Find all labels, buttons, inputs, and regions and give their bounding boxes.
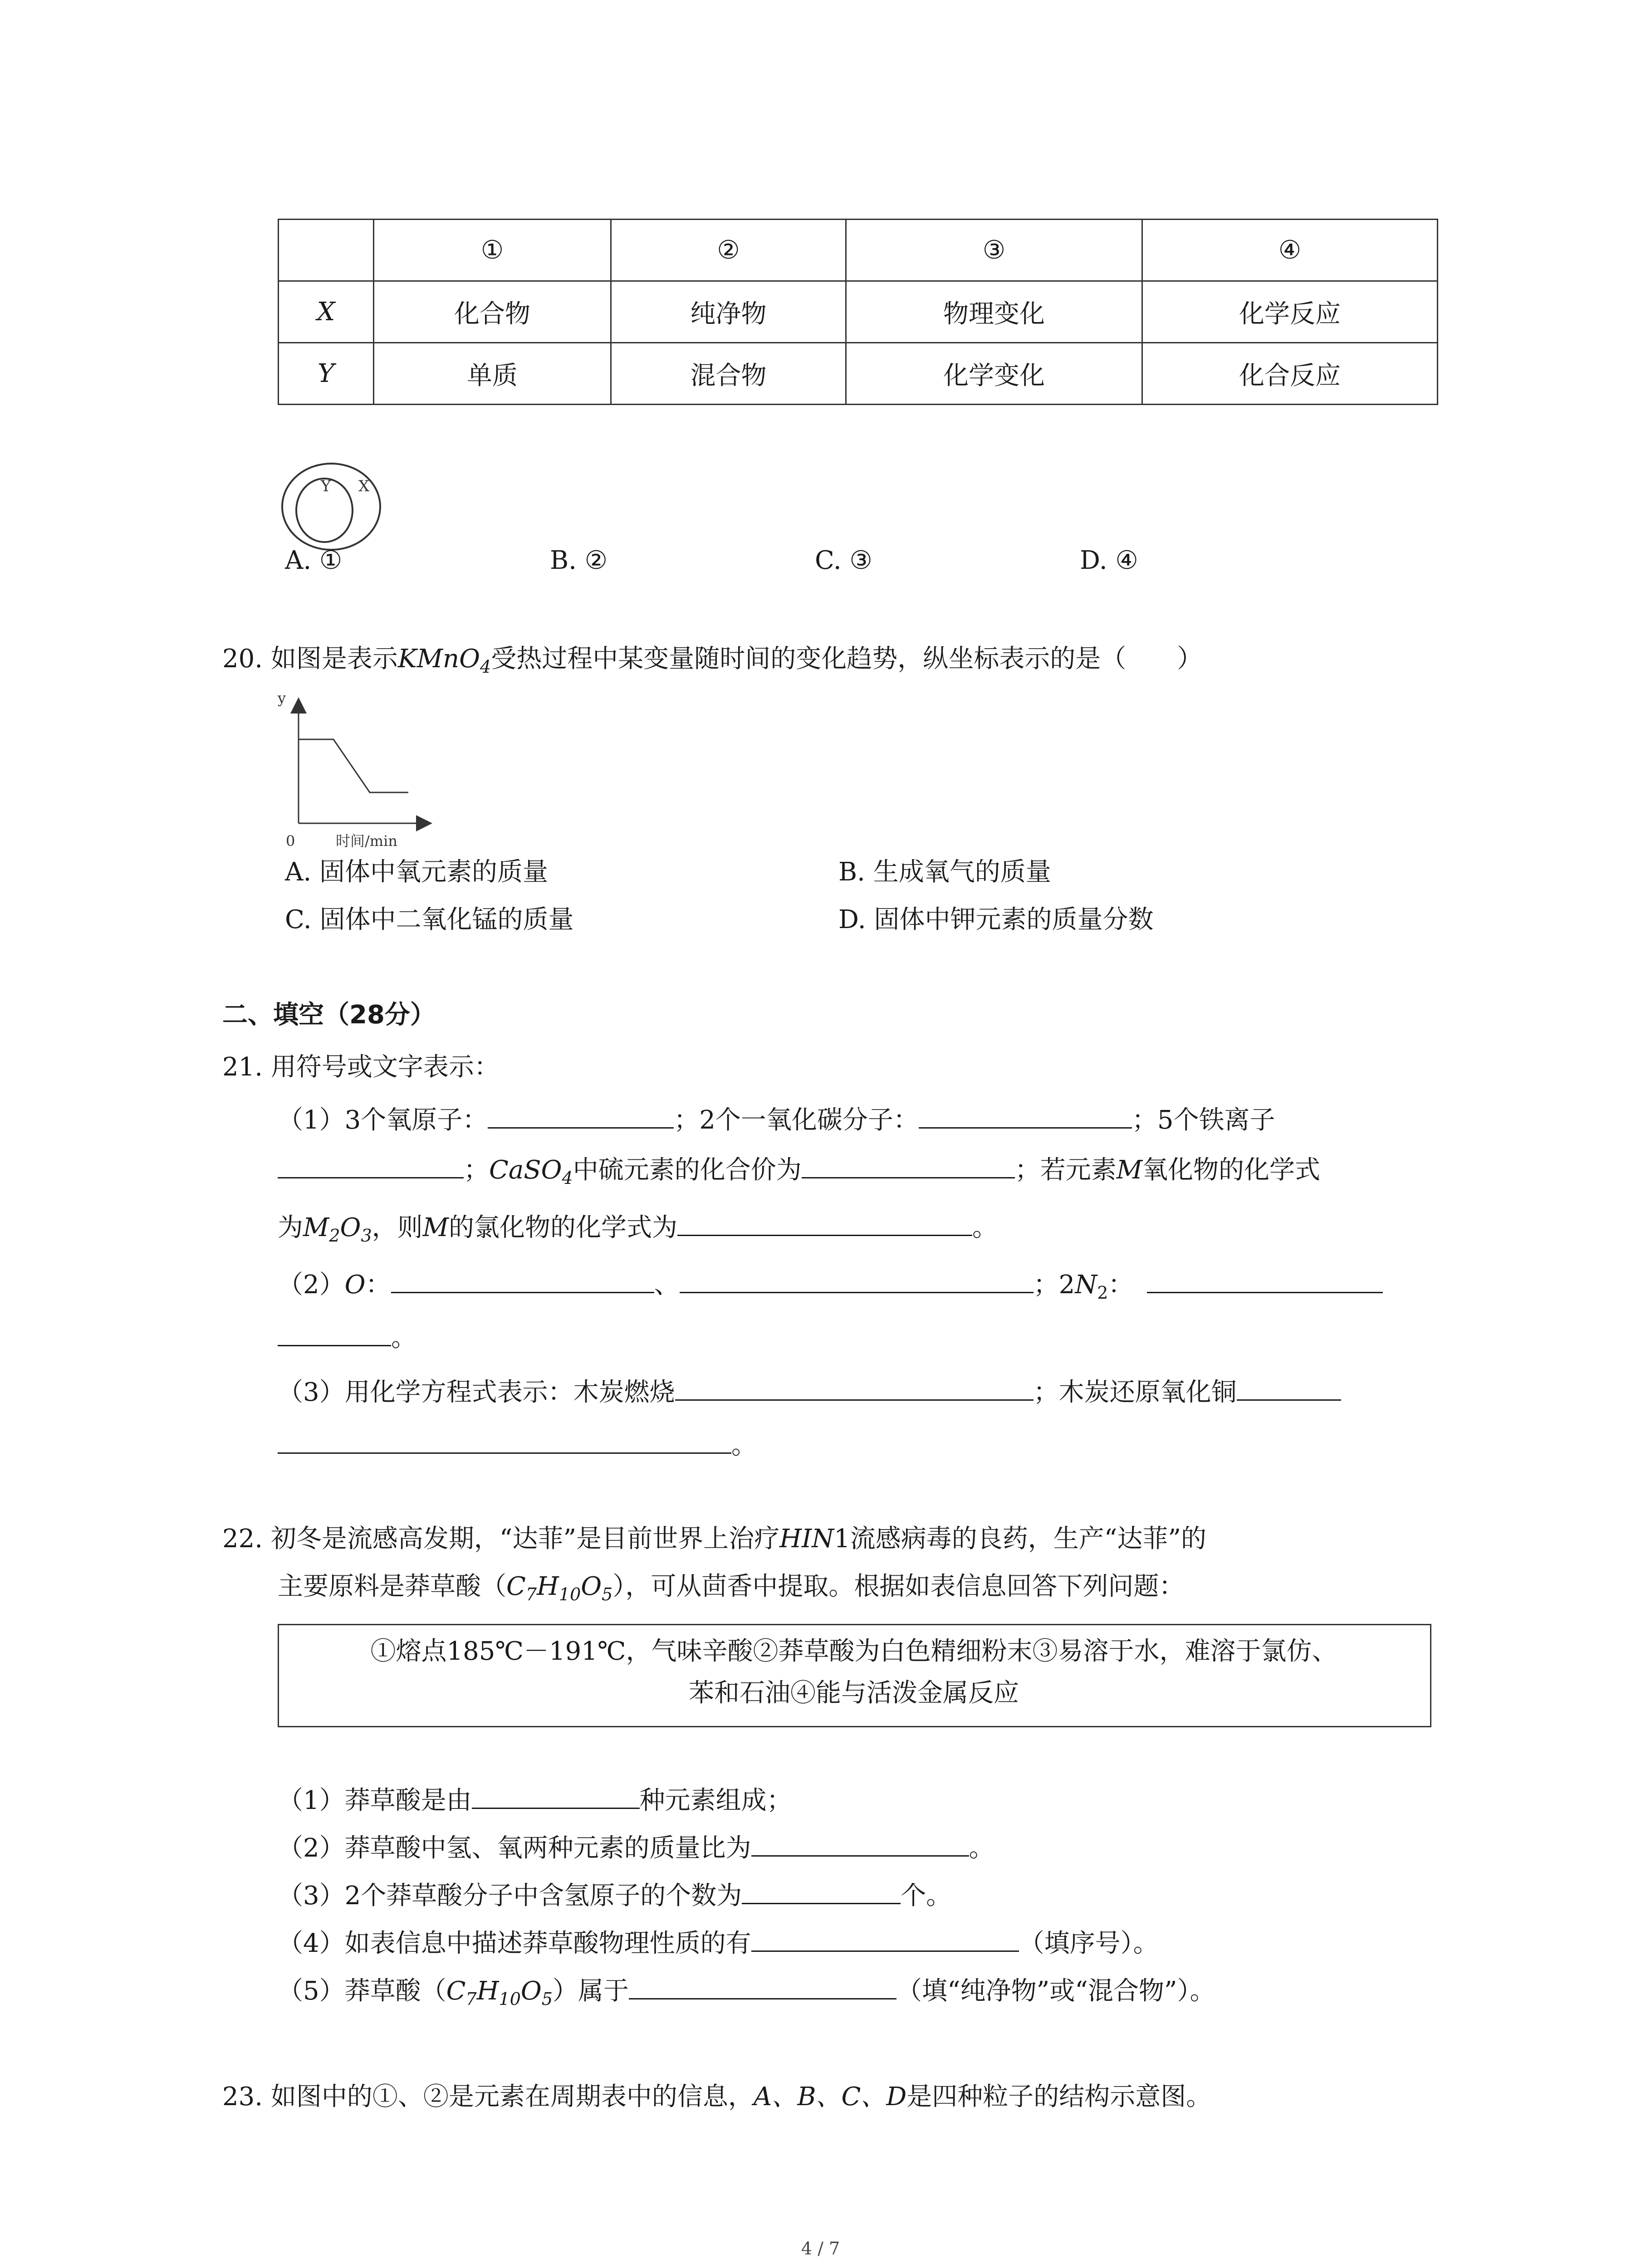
q21-text: ：: [365, 1270, 391, 1300]
q21-text: ；2: [1033, 1270, 1075, 1300]
formula: A、B、C、D: [753, 2082, 907, 2112]
q21-text: ；5个铁离子: [1132, 1105, 1275, 1135]
graph-x-label: 时间/min: [336, 832, 397, 850]
formula-sub: 10: [558, 1584, 581, 1604]
q21-line1: [278, 1105, 1275, 1133]
q21-text: （1）3个氧原子：: [278, 1105, 488, 1135]
q22-text: 种元素组成；: [639, 1786, 792, 1815]
q22-sub5: [278, 1975, 1215, 2008]
q22-text: 1流感病毒的良药，生产“达菲”的: [834, 1524, 1206, 1554]
formula: O: [581, 1572, 602, 1601]
answer-blank[interactable]: [742, 1880, 901, 1904]
table-row: [279, 220, 1438, 281]
q21-line7: [278, 1430, 757, 1458]
formula: M: [1116, 1155, 1143, 1185]
q22-sub1: [278, 1785, 792, 1813]
q22-text: 个。: [901, 1881, 952, 1911]
answer-blank[interactable]: [472, 1785, 640, 1809]
q21-text: 、: [654, 1270, 680, 1300]
q21-number: 21.: [222, 1052, 263, 1082]
q22-text: 主要原料是莽草酸（: [278, 1572, 506, 1601]
formula-sub: 3: [361, 1226, 372, 1246]
answer-blank[interactable]: [680, 1269, 1034, 1293]
q21-text: ；木炭还原氧化铜: [1033, 1378, 1237, 1407]
answer-blank[interactable]: [278, 1322, 391, 1346]
formula: M: [303, 1213, 329, 1242]
q22-sub2: [278, 1833, 994, 1861]
table-cell: 化合反应: [1142, 343, 1438, 405]
q22-sub4: [278, 1928, 1159, 1956]
formula-sub: 10: [499, 1989, 521, 2009]
answer-blank[interactable]: [1237, 1377, 1341, 1401]
q21-text: 氧化物的化学式: [1142, 1155, 1321, 1185]
venn-diagram: [279, 460, 388, 551]
q20-option-b: B. 生成氧气的质量: [838, 857, 1051, 887]
q20-number: 20.: [222, 644, 263, 674]
table-cell: X: [279, 281, 374, 343]
q20-formula: KMnO: [397, 644, 480, 674]
table-row: [279, 343, 1438, 405]
table-cell: 单质: [374, 343, 611, 405]
formula: C: [446, 1976, 466, 2006]
table-cell: [279, 220, 374, 281]
q19-option-d: D. ④: [1080, 546, 1138, 575]
q22-line1: [222, 1526, 1206, 1552]
table-cell: Y: [279, 343, 374, 405]
answer-blank[interactable]: [919, 1105, 1132, 1129]
q21-text: ；2个一氧化碳分子：: [674, 1105, 919, 1135]
answer-blank[interactable]: [391, 1269, 654, 1293]
formula-sub: 2: [1097, 1283, 1108, 1303]
formula: O: [520, 1976, 542, 2006]
info-box-line1: ①熔点185℃－191℃，气味辛酸②莽草酸为白色精细粉末③易溶于水，难溶于氯仿、: [370, 1637, 1337, 1666]
answer-blank[interactable]: [278, 1430, 731, 1454]
table-cell: 混合物: [611, 343, 846, 405]
q21-line3: [278, 1212, 998, 1244]
table-cell: ②: [611, 220, 846, 281]
q22-text: （3）2个莽草酸分子中含氢原子的个数为: [278, 1881, 742, 1911]
q21-line2: [278, 1154, 1320, 1187]
q22-text: （2）莽草酸中氢、氧两种元素的质量比为: [278, 1833, 751, 1863]
q22-text: （5）莽草酸（: [278, 1976, 446, 2006]
q23-stem: [222, 2084, 1211, 2110]
q22-text: （填“纯净物”或“混合物”）。: [896, 1976, 1215, 2006]
answer-blank[interactable]: [751, 1928, 1019, 1952]
classification-table: [278, 219, 1438, 405]
answer-blank[interactable]: [278, 1154, 464, 1178]
q20-graph: [272, 687, 445, 850]
answer-blank[interactable]: [751, 1833, 969, 1857]
formula: N: [1075, 1270, 1097, 1300]
q22-text: （填序号）。: [1019, 1929, 1159, 1958]
answer-blank[interactable]: [629, 1975, 896, 1999]
formula-sub: 2: [329, 1226, 340, 1246]
q21-stem: [222, 1052, 500, 1082]
q19-option-a: A. ①: [285, 546, 343, 575]
q20-post: 受热过程中某变量随时间的变化趋势，纵坐标表示的是（ ）: [491, 644, 1203, 674]
table-cell: ①: [374, 220, 611, 281]
formula: O: [344, 1270, 366, 1300]
formula-sub: 7: [525, 1584, 537, 1604]
q21-text: ：: [1108, 1270, 1134, 1300]
formula: O: [340, 1213, 361, 1242]
q22-text: ），可从茴香中提取。根据如表信息回答下列问题：: [612, 1572, 1185, 1601]
q23-text: 是四种粒子的结构示意图。: [906, 2082, 1212, 2112]
q21-line5: [278, 1322, 416, 1351]
q20-formula-sub: 4: [480, 657, 491, 677]
q22-text: ）属于: [553, 1976, 629, 2006]
venn-label-y: Y: [321, 477, 331, 495]
table-row: [279, 281, 1438, 343]
q20-option-c: C. 固体中二氧化锰的质量: [285, 905, 574, 934]
q21-line6: [278, 1377, 1341, 1405]
table-cell: 化学反应: [1142, 281, 1438, 343]
formula-sub: 4: [562, 1168, 573, 1188]
q21-text: 中硫元素的化合价为: [573, 1155, 802, 1185]
q20-pre: 如图是表示: [270, 644, 398, 674]
table-cell: 物理变化: [846, 281, 1142, 343]
answer-blank[interactable]: [488, 1105, 674, 1129]
q21-text: ；若元素: [1014, 1155, 1117, 1185]
q19-option-b: B. ②: [550, 546, 607, 575]
formula: H: [537, 1572, 559, 1601]
q21-text: （3）用化学方程式表示：木炭燃烧: [278, 1378, 675, 1407]
q21-text: （2）: [278, 1270, 345, 1300]
graph-y-label: y: [278, 689, 286, 707]
q22-text: 。: [969, 1833, 994, 1863]
q22-line2: [278, 1574, 1184, 1603]
q22-sub3: [278, 1880, 951, 1909]
q20-option-a: A. 固体中氧元素的质量: [285, 857, 549, 887]
q20-option-d: D. 固体中钾元素的质量分数: [838, 905, 1154, 934]
table-cell: ③: [846, 220, 1142, 281]
section-heading: 二、填空（28分）: [222, 1000, 436, 1030]
formula: M: [422, 1213, 449, 1242]
answer-blank[interactable]: [802, 1154, 1015, 1178]
q21-text: 。: [731, 1431, 757, 1460]
venn-label-x: X: [358, 477, 370, 495]
table-cell: ④: [1142, 220, 1438, 281]
graph-curve: [299, 739, 408, 792]
formula-sub: 5: [602, 1584, 613, 1604]
graph-origin: 0: [286, 832, 295, 850]
answer-blank[interactable]: [677, 1212, 972, 1236]
q21-stem-text: 用符号或文字表示：: [270, 1052, 500, 1082]
formula: C: [506, 1572, 526, 1601]
formula-sub: 7: [465, 1989, 477, 2009]
table-cell: 化合物: [374, 281, 611, 343]
q22-number: 22.: [222, 1524, 263, 1554]
answer-blank[interactable]: [1147, 1269, 1383, 1293]
q21-line4: [278, 1269, 1383, 1301]
formula: H: [476, 1976, 499, 2006]
q21-text: ；: [464, 1155, 489, 1185]
q20-stem: [222, 646, 1202, 675]
q22-text: 初冬是流感高发期，“达菲”是目前世界上治疗: [270, 1524, 780, 1554]
answer-blank[interactable]: [675, 1377, 1034, 1401]
formula: CaSO: [489, 1155, 562, 1185]
q21-text: ，则: [372, 1213, 423, 1242]
page-number: 4 / 7: [801, 2239, 840, 2258]
formula-sub: 5: [541, 1989, 553, 2009]
q23-text: 如图中的①、②是元素在周期表中的信息，: [270, 2082, 754, 2112]
q23-number: 23.: [222, 2082, 263, 2112]
q21-text: 为: [278, 1213, 303, 1242]
info-box-line2: 苯和石油④能与活泼金属反应: [689, 1678, 1019, 1708]
table-cell: 纯净物: [611, 281, 846, 343]
q21-text: 。: [391, 1323, 416, 1353]
q19-option-c: C. ③: [815, 546, 872, 575]
q22-text: （1）莽草酸是由: [278, 1786, 472, 1815]
q22-text: （4）如表信息中描述莽草酸物理性质的有: [278, 1929, 751, 1958]
q21-text: 。: [972, 1213, 998, 1242]
formula: HIN: [779, 1524, 834, 1554]
q21-text: 的氯化物的化学式为: [448, 1213, 677, 1242]
table-cell: 化学变化: [846, 343, 1142, 405]
